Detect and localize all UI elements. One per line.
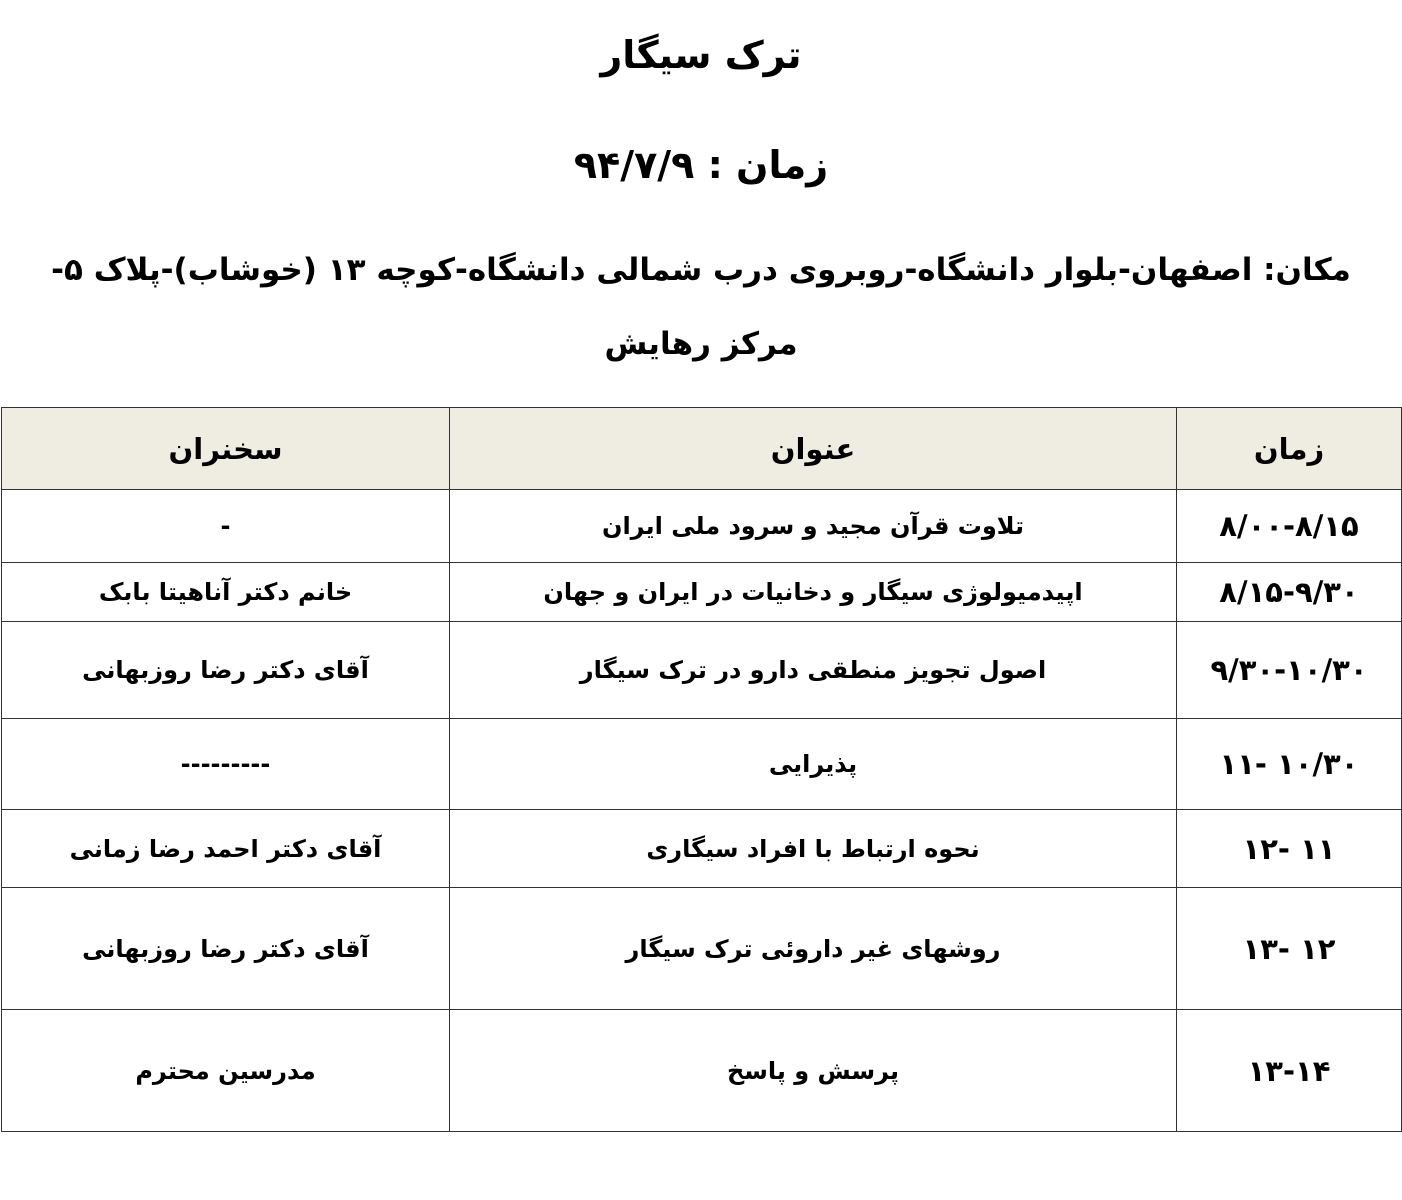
cell-title: نحوه ارتباط با افراد سیگاری xyxy=(450,810,1177,888)
event-date: زمان : ۹۴/۷/۹ xyxy=(573,143,829,187)
cell-time: ۱۲ -۱۳ xyxy=(1177,888,1402,1010)
table-row xyxy=(2,1010,1402,1132)
cell-title: تلاوت قرآن مجید و سرود ملی ایران xyxy=(450,490,1177,563)
cell-title: روشهای غیر داروئی ترک سیگار xyxy=(450,888,1177,1010)
cell-title: اصول تجویز منطقی دارو در ترک سیگار xyxy=(450,622,1177,719)
table-row xyxy=(2,622,1402,719)
cell-time: ۱۰/۳۰ -۱۱ xyxy=(1177,719,1402,810)
table-row xyxy=(2,490,1402,563)
table-row xyxy=(2,563,1402,622)
header-title: عنوان xyxy=(450,408,1177,490)
cell-speaker: - xyxy=(2,490,450,563)
cell-title: اپیدمیولوژی سیگار و دخانیات در ایران و جهان xyxy=(450,563,1177,622)
cell-speaker: آقای دکتر رضا روزبهانی xyxy=(2,888,450,1010)
table-row xyxy=(2,810,1402,888)
event-location: مکان: اصفهان-بلوار دانشگاه-روبروی درب شمالی دانشگاه-کوچه ۱۳ (خوشاب)-پلاک ۵- xyxy=(51,252,1351,288)
header-speaker: سخنران xyxy=(2,408,450,490)
cell-time: ۱۳-۱۴ xyxy=(1177,1010,1402,1132)
event-venue: مرکز رهایش xyxy=(604,326,798,362)
cell-speaker: خانم دکتر آناهیتا بابک xyxy=(2,563,450,622)
cell-speaker: --------- xyxy=(2,719,450,810)
cell-time: ۸/۰۰-۸/۱۵ xyxy=(1177,490,1402,563)
page-title: ترک سیگار xyxy=(600,33,802,77)
cell-time: ۱۱ -۱۲ xyxy=(1177,810,1402,888)
cell-speaker: آقای دکتر احمد رضا زمانی xyxy=(2,810,450,888)
header-time: زمان xyxy=(1177,408,1402,490)
cell-time: ۹/۳۰-۱۰/۳۰ xyxy=(1177,622,1402,719)
schedule-table xyxy=(1,407,1402,1132)
cell-time: ۸/۱۵-۹/۳۰ xyxy=(1177,563,1402,622)
cell-title: پذیرایی xyxy=(450,719,1177,810)
table-header-row xyxy=(2,408,1402,490)
table-row xyxy=(2,888,1402,1010)
cell-speaker: آقای دکتر رضا روزبهانی xyxy=(2,622,450,719)
cell-title: پرسش و پاسخ xyxy=(450,1010,1177,1132)
table-row xyxy=(2,719,1402,810)
cell-speaker: مدرسین محترم xyxy=(2,1010,450,1132)
